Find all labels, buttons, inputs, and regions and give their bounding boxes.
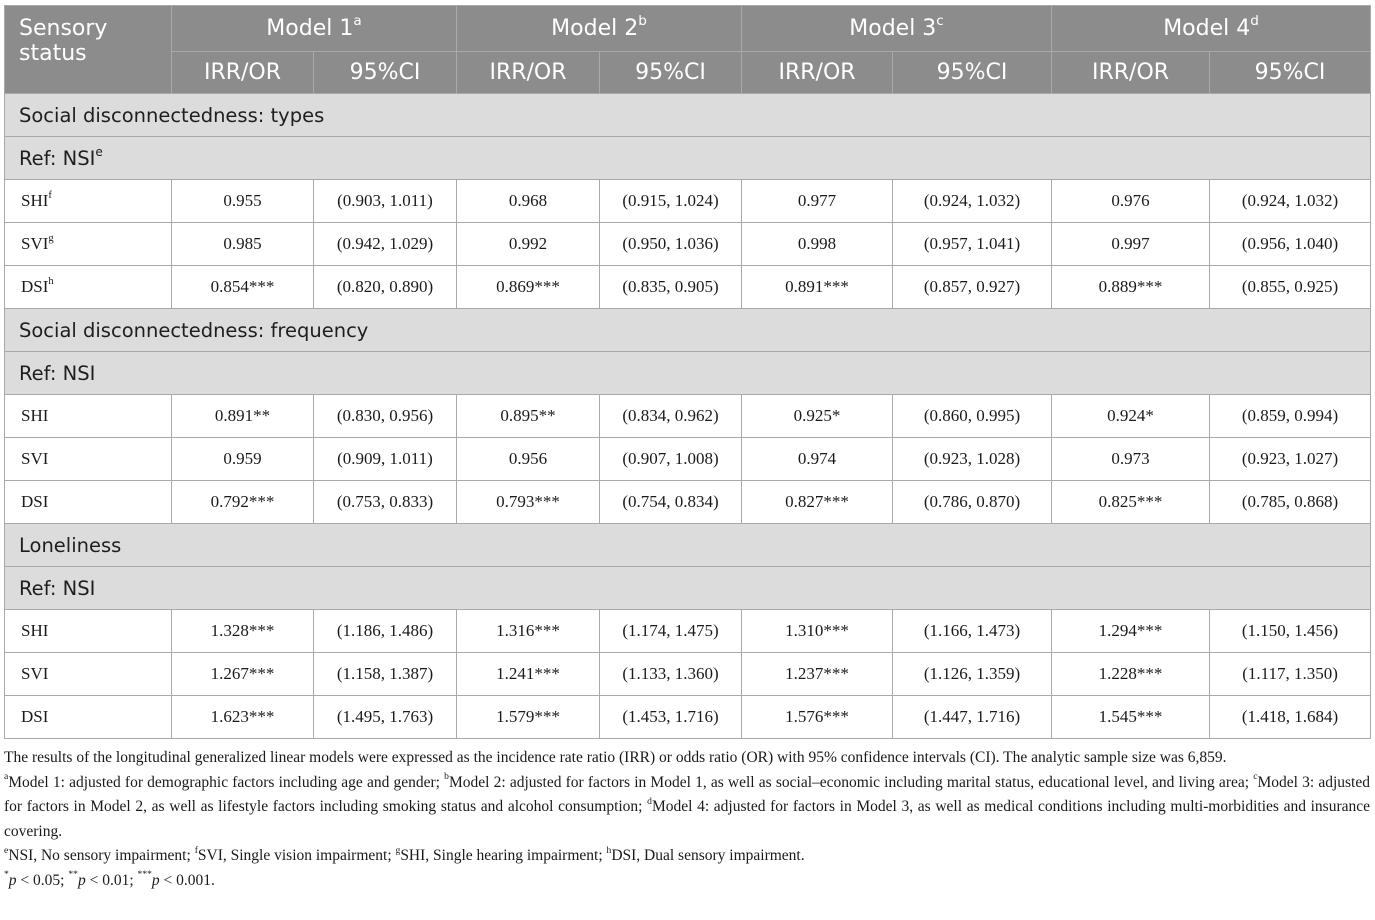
irr-or-cell: 1.579***: [457, 696, 600, 739]
irr-or-cell: 1.316***: [457, 610, 600, 653]
ci-cell: (0.957, 1.041): [893, 223, 1052, 266]
header-row-models: [5, 6, 1371, 52]
results-table: [4, 5, 1371, 739]
irr-or-cell: 0.792***: [172, 481, 314, 524]
reference-row: [5, 137, 1371, 180]
irr-or-cell: 0.891***: [742, 266, 893, 309]
row-label: [5, 653, 172, 696]
header-row-metrics: [5, 52, 1371, 94]
irr-or-cell: 1.228***: [1052, 653, 1210, 696]
footnote-significance: [4, 869, 1370, 894]
reference-label: [5, 352, 1371, 395]
table-row: [5, 696, 1371, 739]
reference-text: Ref: NSI: [19, 576, 96, 600]
ci-cell: (1.186, 1.486): [314, 610, 457, 653]
ci-cell: (1.126, 1.359): [893, 653, 1052, 696]
irr-or-cell: 0.955: [172, 180, 314, 223]
footnote-mark: d: [1250, 13, 1259, 30]
row-label-text: SVI: [21, 664, 49, 683]
table-container: [4, 5, 1370, 739]
section-title: Loneliness: [5, 524, 1371, 567]
reference-text: Ref: NSI: [19, 146, 96, 170]
irr-or-cell: 0.891**: [172, 395, 314, 438]
header-model-4: [1052, 6, 1371, 52]
footnote-intro: The results of the longitudinal generalized linear models were expressed as the incidence rate ratio (IRR) or odds ratio (OR) with 95% confidence intervals (CI). The analytic sample size was 6,859.: [4, 749, 1227, 766]
header-95ci: 95%CI: [314, 52, 457, 94]
irr-or-cell: 0.793***: [457, 481, 600, 524]
ci-cell: (0.830, 0.956): [314, 395, 457, 438]
irr-or-cell: 0.869***: [457, 266, 600, 309]
irr-or-cell: 0.977: [742, 180, 893, 223]
p-symbol: p: [151, 871, 160, 889]
header-irr-or: IRR/OR: [457, 52, 600, 94]
table-row: [5, 395, 1371, 438]
header-sensory-status: Sensory status: [5, 6, 172, 94]
reference-label: [5, 567, 1371, 610]
ci-cell: (0.859, 0.994): [1210, 395, 1371, 438]
ci-cell: (1.447, 1.716): [893, 696, 1052, 739]
row-label-text: DSI: [21, 492, 49, 511]
ci-cell: (0.956, 1.040): [1210, 223, 1371, 266]
model-label: Model 3: [849, 16, 937, 41]
row-label: [5, 266, 172, 309]
reference-row: [5, 352, 1371, 395]
irr-or-cell: 0.895**: [457, 395, 600, 438]
significance-stars: ***: [137, 869, 152, 881]
irr-or-cell: 0.889***: [1052, 266, 1210, 309]
row-label-text: DSI: [21, 707, 49, 726]
footnote-mark: b: [444, 771, 449, 783]
table-row: [5, 223, 1371, 266]
reference-label: [5, 137, 1371, 180]
footnote-mark: e: [95, 144, 103, 159]
irr-or-cell: 0.976: [1052, 180, 1210, 223]
irr-or-cell: 1.237***: [742, 653, 893, 696]
irr-or-cell: 0.992: [457, 223, 600, 266]
ci-cell: (0.835, 0.905): [600, 266, 742, 309]
irr-or-cell: 0.985: [172, 223, 314, 266]
section-title: Social disconnectedness: frequency: [5, 309, 1371, 352]
ci-cell: (0.785, 0.868): [1210, 481, 1371, 524]
irr-or-cell: 1.576***: [742, 696, 893, 739]
ci-cell: (0.909, 1.011): [314, 438, 457, 481]
header-model-3: [742, 6, 1052, 52]
significance-text: < 0.01;: [85, 871, 138, 889]
header-95ci: 95%CI: [893, 52, 1052, 94]
footnote-mark: g: [395, 844, 401, 856]
ci-cell: (0.820, 0.890): [314, 266, 457, 309]
irr-or-cell: 0.973: [1052, 438, 1210, 481]
section-title: Social disconnectedness: types: [5, 94, 1371, 137]
ci-cell: (1.158, 1.387): [314, 653, 457, 696]
irr-or-cell: 1.328***: [172, 610, 314, 653]
irr-or-cell: 1.241***: [457, 653, 600, 696]
ci-cell: (0.924, 1.032): [893, 180, 1052, 223]
irr-or-cell: 0.997: [1052, 223, 1210, 266]
footnote-mark: d: [647, 795, 652, 807]
section-header-row: [5, 524, 1371, 567]
section-header-row: [5, 309, 1371, 352]
footnote-mark: a: [353, 13, 362, 30]
ci-cell: (0.924, 1.032): [1210, 180, 1371, 223]
footnote-text: SVI, Single vision impairment;: [197, 847, 396, 864]
row-label: [5, 696, 172, 739]
irr-or-cell: 1.310***: [742, 610, 893, 653]
table-row: [5, 266, 1371, 309]
footnote-mark: g: [48, 233, 54, 245]
irr-or-cell: 0.924*: [1052, 395, 1210, 438]
p-symbol: p: [8, 871, 17, 889]
reference-row: [5, 567, 1371, 610]
table-row: [5, 481, 1371, 524]
row-label-text: SVI: [21, 449, 49, 468]
footnote-text: Model 3: adjusted for factors in Model 2, as well as lifestyle factors including smoking status and alcohol consumption;: [4, 773, 1370, 815]
row-label-text: SHI: [21, 191, 49, 210]
model-label: Model 2: [551, 16, 639, 41]
ci-cell: (1.150, 1.456): [1210, 610, 1371, 653]
header-irr-or: IRR/OR: [742, 52, 893, 94]
header-95ci: 95%CI: [1210, 52, 1371, 94]
ci-cell: (0.942, 1.029): [314, 223, 457, 266]
row-label: [5, 481, 172, 524]
irr-or-cell: 0.974: [742, 438, 893, 481]
irr-or-cell: 0.998: [742, 223, 893, 266]
row-label: [5, 223, 172, 266]
ci-cell: (1.166, 1.473): [893, 610, 1052, 653]
footnote-text: SHI, Single hearing impairment;: [400, 847, 607, 864]
footnote-models: [4, 771, 1370, 845]
p-symbol: p: [77, 871, 86, 889]
footnote-mark: e: [4, 844, 9, 856]
irr-or-cell: 0.968: [457, 180, 600, 223]
row-label: [5, 610, 172, 653]
header-model-2: [457, 6, 742, 52]
header-95ci: 95%CI: [600, 52, 742, 94]
ci-cell: (0.855, 0.925): [1210, 266, 1371, 309]
row-label-text: SHI: [21, 621, 49, 640]
significance-stars: *: [4, 869, 9, 881]
footnote-text: Model 2: adjusted for factors in Model 1, as well as social–economic including marital status, educational level, and living area;: [448, 773, 1254, 791]
irr-or-cell: 0.959: [172, 438, 314, 481]
ci-cell: (1.174, 1.475): [600, 610, 742, 653]
model-label: Model 4: [1163, 16, 1251, 41]
irr-or-cell: 1.294***: [1052, 610, 1210, 653]
ci-cell: (1.495, 1.763): [314, 696, 457, 739]
ci-cell: (1.453, 1.716): [600, 696, 742, 739]
ci-cell: (1.117, 1.350): [1210, 653, 1371, 696]
footnote-mark: b: [638, 13, 647, 30]
irr-or-cell: 0.827***: [742, 481, 893, 524]
irr-or-cell: 1.545***: [1052, 696, 1210, 739]
footnote-mark: c: [936, 13, 944, 30]
row-label-text: DSI: [21, 277, 49, 296]
footnote-mark: f: [194, 844, 198, 856]
row-label: [5, 180, 172, 223]
footnote-text: Model 4: adjusted for factors in Model 3, as well as medical conditions including multi-morbidities and insurance covering.: [4, 798, 1370, 840]
ci-cell: (0.923, 1.028): [893, 438, 1052, 481]
ci-cell: (0.923, 1.027): [1210, 438, 1371, 481]
footnote-mark: c: [1253, 771, 1258, 783]
irr-or-cell: 0.925*: [742, 395, 893, 438]
footnote-mark: h: [606, 844, 612, 856]
footnote-mark: a: [4, 771, 9, 783]
footnote-text: Model 1: adjusted for demographic factors including age and gender;: [8, 773, 445, 791]
ci-cell: (0.860, 0.995): [893, 395, 1052, 438]
section-header-row: [5, 94, 1371, 137]
row-label: [5, 438, 172, 481]
ci-cell: (0.915, 1.024): [600, 180, 742, 223]
ci-cell: (0.950, 1.036): [600, 223, 742, 266]
header-irr-or: IRR/OR: [172, 52, 314, 94]
irr-or-cell: 0.854***: [172, 266, 314, 309]
row-label-text: SHI: [21, 406, 49, 425]
ci-cell: (0.754, 0.834): [600, 481, 742, 524]
significance-text: < 0.05;: [16, 871, 69, 889]
table-row: [5, 438, 1371, 481]
significance-text: < 0.001.: [159, 871, 215, 889]
footnote-mark: f: [48, 190, 52, 202]
ci-cell: (0.753, 0.833): [314, 481, 457, 524]
row-label-text: SVI: [21, 234, 49, 253]
irr-or-cell: 1.623***: [172, 696, 314, 739]
row-label: [5, 395, 172, 438]
table-footnotes: [4, 746, 1370, 893]
ci-cell: (0.907, 1.008): [600, 438, 742, 481]
irr-or-cell: 1.267***: [172, 653, 314, 696]
model-label: Model 1: [266, 16, 354, 41]
table-row: [5, 653, 1371, 696]
table-row: [5, 180, 1371, 223]
ci-cell: (0.857, 0.927): [893, 266, 1052, 309]
footnote-text: DSI, Dual sensory impairment.: [611, 847, 805, 864]
irr-or-cell: 0.825***: [1052, 481, 1210, 524]
footnote-mark: h: [48, 276, 54, 288]
header-model-1: [172, 6, 457, 52]
significance-stars: **: [68, 869, 78, 881]
table-row: [5, 610, 1371, 653]
ci-cell: (1.133, 1.360): [600, 653, 742, 696]
ci-cell: (1.418, 1.684): [1210, 696, 1371, 739]
header-irr-or: IRR/OR: [1052, 52, 1210, 94]
reference-text: Ref: NSI: [19, 361, 96, 385]
ci-cell: (0.834, 0.962): [600, 395, 742, 438]
footnote-text: NSI, No sensory impairment;: [8, 847, 195, 864]
ci-cell: (0.903, 1.011): [314, 180, 457, 223]
footnote-abbreviations: [4, 844, 1370, 869]
irr-or-cell: 0.956: [457, 438, 600, 481]
ci-cell: (0.786, 0.870): [893, 481, 1052, 524]
